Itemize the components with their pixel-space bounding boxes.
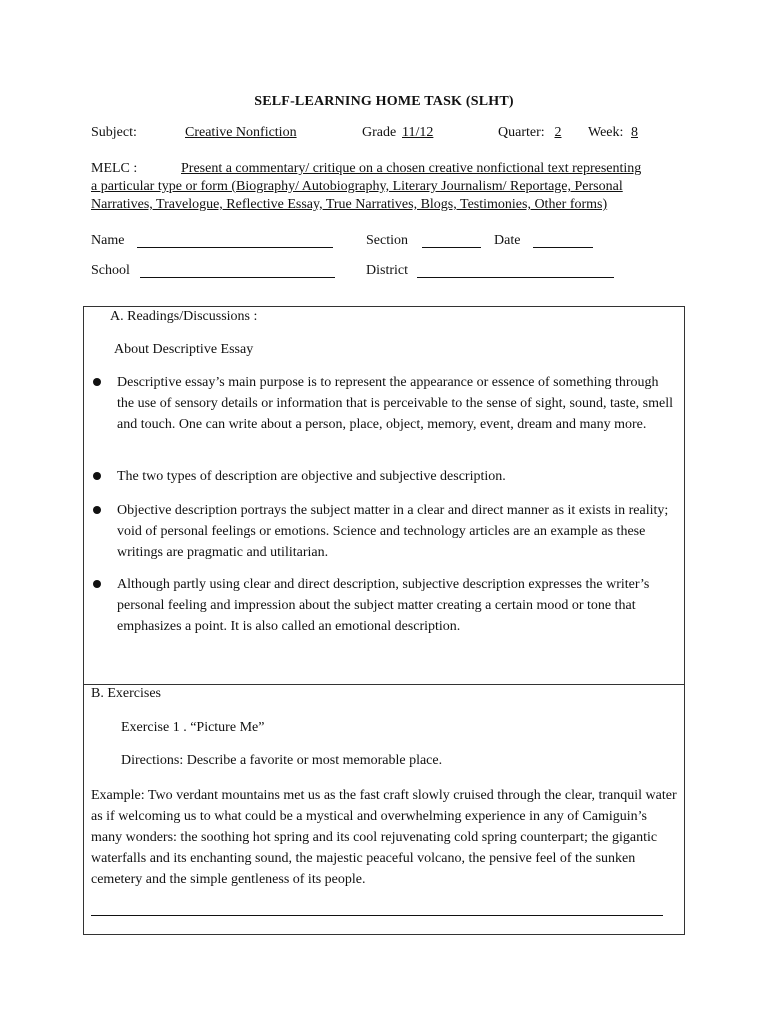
exercises-heading: B. Exercises xyxy=(91,686,161,701)
melc-line-1: Present a commentary/ critique on a chosen creative nonfictional text representing xyxy=(181,161,642,176)
page-title: SELF-LEARNING HOME TASK (SLHT) xyxy=(254,94,514,109)
bullet-text-2: The two types of description are objective and subjective description. xyxy=(117,469,506,484)
district-label: District xyxy=(366,263,408,278)
bullet-text-4: Although partly using clear and direct description, subjective description expresses the writer’s personal feeling and impression about the subject matter creating a certain mood or tone that emphasizes a point. It is also called an emotional description. xyxy=(117,577,650,634)
school-label: School xyxy=(91,263,130,278)
name-field[interactable] xyxy=(137,247,333,248)
readings-heading: A. Readings/Discussions : xyxy=(110,309,258,324)
bullet-icon xyxy=(93,378,101,386)
section-field[interactable] xyxy=(422,247,481,248)
readings-subheading: About Descriptive Essay xyxy=(114,342,254,357)
district-field[interactable] xyxy=(417,277,614,278)
subject-label: Subject: xyxy=(91,125,137,140)
grade-label: Grade xyxy=(362,125,397,140)
section-label: Section xyxy=(366,233,408,248)
exercise-directions: Directions: Describe a favorite or most memorable place. xyxy=(121,753,443,768)
bullet-icon xyxy=(93,580,101,588)
week-value: 8 xyxy=(631,125,638,140)
name-label: Name xyxy=(91,233,125,248)
bullet-icon xyxy=(93,506,101,514)
melc-label: MELC : xyxy=(91,161,138,176)
subject-value: Creative Nonfiction xyxy=(185,125,297,140)
answer-line[interactable] xyxy=(91,915,663,916)
melc-line-2: a particular type or form (Biography/ Autobiography, Literary Journalism/ Reportage, Personal xyxy=(91,179,623,194)
bullet-text-3: Objective description portrays the subject matter in a clear and direct manner as it exists in reality; void of personal feelings or emotions. Science and technology articles are an example as these writings are pragmatic and utilitarian. xyxy=(117,503,669,560)
exercise-title: Exercise 1 . “Picture Me” xyxy=(121,720,265,735)
date-field[interactable] xyxy=(533,247,593,248)
week-label: Week: xyxy=(588,125,624,140)
date-label: Date xyxy=(494,233,521,248)
school-field[interactable] xyxy=(140,277,335,278)
grade-value: 11/12 xyxy=(402,125,434,140)
bullet-text-1: Descriptive essay’s main purpose is to represent the appearance or essence of something through the use of sensory details or information that is perceivable to the sense of sight, sound, taste, smell and touch. One can write about a person, place, object, memory, event, dream and many more. xyxy=(117,375,673,432)
bullet-icon xyxy=(93,472,101,480)
quarter-label: Quarter: xyxy=(498,125,545,140)
quarter-value: 2 xyxy=(554,125,562,140)
melc-line-3: Narratives, Travelogue, Reflective Essay, True Narratives, Blogs, Testimonies, Other forms) xyxy=(91,197,608,212)
exercise-example: Example: Two verdant mountains met us as the fast craft slowly cruised through the clear, tranquil water as if welcoming us to what could be a mystical and overwhelming experience in any of Camiguin’s many wonders: the soothing hot spring and its cool rejuvenating cold spring counterpart; the gigantic waterfalls and its enchanting sound, the majestic peaceful volcano, the pensive feel of the sunken cemetery and the simple gentleness of its people. xyxy=(91,788,677,887)
